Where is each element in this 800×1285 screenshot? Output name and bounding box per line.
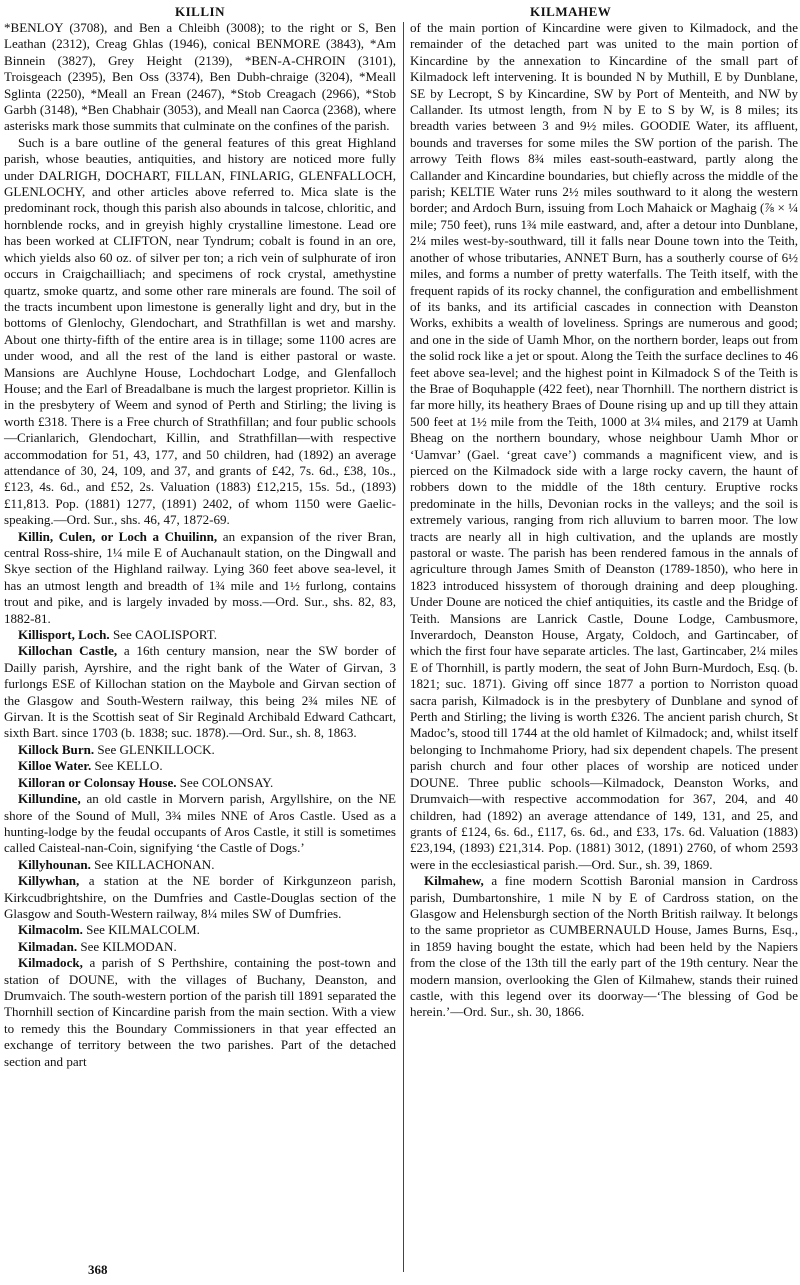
entry-killyhounan: Killyhounan. See KILLACHONAN. xyxy=(18,856,215,872)
entry-paragraph: *BENLOY (3708), and Ben a Chleibh (3008); to the right or S, Ben Leathan (2312), Creag Ghlas (1946), conical BENMORE (3843), *Am Binnein (3827), Grey Height (2139), *BEN-A-CHROIN (3101), Troisgeach (2395), Ben Oss (3374), Ben Dubh-chraige (3204), *Meall Sglinta (2250), *Meall an Frean (2467), *Stob Creagach (2966), *Stob Garbh (3148), *Ben Chabhair (3053), and Meall nan Caorca (2368), where asterisks mark those summits that culminate on the confines of the parish. xyxy=(4,20,396,134)
right-column xyxy=(410,20,798,1021)
entry-killywhan: Killywhan, a station at the NE border of Kirkgunzeon parish, Kirkcudbrightshire, on the Dumfries and Castle-Douglas section of the Glasgow and South-Western railway, 8¼ miles SW of Dumfries. xyxy=(4,873,396,921)
entry-killisport: Killisport, Loch. See CAOLISPORT. xyxy=(18,627,218,643)
entry-paragraph: Such is a bare outline of the general features of this great Highland parish, whose beauties, antiquities, and history are noticed more fully under DALRIGH, DOCHART, FILLAN, FINLARIG, GLENFALLOCH, GLENLOCHY, and other articles above referred to. Mica slate is the predominant rock, though this parish also abounds in talcose, chloritic, and hornblende rocks, and in greyish highly crystalline limestone. Lead ore has been worked at CLIFTON, near Tyndrum; cobalt is found in an ore, which yields also 60 oz. of silver per ton; a rich vein of sulphurate of iron occurs in Craigchailliach; and specimens of rock crystal, amethystine quartz, smoke quartz, and some other rare minerals are found. The soil of the tracts incumbent upon limestone is generally light and dry, but in the bottoms of Glenlochy, Glendochart, and Strathfillan is wet and marshy. About one thirty-fifth of the entire area is in tillage; some 1100 acres are under wood, and all the rest of the land is either pastoral or waste. Mansions are Auchlyne House, Lochdochart Lodge, and Glenfalloch House; and the Earl of Breadalbane is much the largest proprietor. Killin is in the presbytery of Weem and synod of Perth and Stirling; the living is worth £318. There is a Free church of Strathfillan; and four public schools—Crianlarich, Glendochart, Killin, and Strathfillan—with respective accommodation for 51, 43, 177, and 50 children, had (1892) an average attendance of 30, 24, 109, and 37, and grants of £42, 7s. 6d., £38, 10s., £123, 4s. 6d., and £52, 2s. Valuation (1883) £12,215, 15s. 5d., (1893) £11,813. Pop. (1881) 1277, (1891) 2402, of whom 1150 were Gaelic-speaking.—Ord. Sur., shs. 46, 47, 1872-69. xyxy=(4,134,396,528)
entry-kilmadock-continued: of the main portion of Kincardine were given to Kilmadock, and the remainder of the detached part was united to the main portion of Kincardine by the annexation to Kincardine of the small part of Kilmadock left intervening. It is bounded N by Muthill, E by Dunblane, SE by Lecropt, S by Kincardine, SW by Port of Menteith, and NW by Callander. Its utmost length, from N by E to S by W, is 8 miles; its breadth varies between 3 and 9½ miles. GOODIE Water, its affluent, bounds and traverses for some miles the SW portion of the parish. The arrowy Teith flows 8¾ miles east-south-eastward, partly along the Callander and Kincardine boundaries, but chiefly across the middle of the parish; KELTIE Water runs 2½ miles southward to it along the western border; and Ardoch Burn, issuing from Loch Mahaick or Maghaig (⅞ × ¼ mile; 750 feet), runs 1¾ mile eastward, and, after a detour into Dunblane, 2¼ miles west-by-southward, till it falls near Doune town into the Teith, another of whose tributaries, ANNET Burn, has a southerly course of 6½ miles, and forms a number of pretty waterfalls. The Teith itself, with the frequent rapids of its rocky channel, the configuration and embellishment of its banks, and its artificial cascades in connection with Deanston Works, exhibits a wealth of loveliness. Springs are numerous and good; and one in the side of Uamh Mhor, on the northern border, leaps out from the solid rock like a jet or spout. Along the Teith the surface declines to 46 feet above sea-level; and the highest point in Kilmadock S of the Teith is the Brae of Boquhapple (422 feet), near Thornhill. The northern district is far more hilly, its heathery Braes of Doune rising up and up till they attain 500 feet at 1½ mile from the Teith, 1000 at 3¼ miles, and 2179 at Uamh Bheag on the northern boundary, whose neighbour Uamh Mhor or ‘Uamvar’ (Gael. ‘great cave’) commands a magnificent view, and is pierced on the Kilmadock side with a large rocky cavern, the haunt of robbers down to the middle of the 18th century. Eruptive rocks predominate in the hills, Devonian rocks in the valleys; and the soil is extremely various, ranging from rich alluvium to barren moor. The low tracts are nearly all in high cultivation, and the uplands are mostly pastoral or waste. The parish has been rendered famous in the annals of agriculture through James Smith of Deanston (1789-1850), who here in 1823 introduced hissystem of thorough draining and deep ploughing. Under Doune are noticed the chief antiquities, its castle and the Bridge of Teith. Mansions are Lanrick Castle, Doune Lodge, Cambusmore, Inverardoch, Deanston House, Argaty, Coldoch, and Gartincaber, of which the first four have separate articles. The last, Gartincaber, 2¼ miles E of Thornhill, is partly modern, the seat of John Burn-Murdoch, Esq. (b. 1821; suc. 1871). Giving off since 1877 a portion to Norriston quoad sacra parish, Kilmadock is in the presbytery of Dunblane and synod of Perth and Stirling; the living is worth £326. The ancient parish church, St Madoc’s, stood till 1744 at the old hamlet of Kilmadock; and, whilst itself belonging to Inchmahome Priory, had six dependent chapels. The present parish church and four other places of worship are noticed under DOUNE. Three public schools—Kilmadock, Deanston Works, and Drumvaich—with respective accommodation for 367, 204, and 40 children, had (1892) an average attendance of 149, 131, and 25, and grants of £124, 6s. 6d., £117, 6s. 6d., and £33, 17s. 6d. Valuation (1883) £23,194, (1893) £21,314. Pop. (1881) 3012, (1891) 2760, of whom 2593 were in the ecclesiastical parish.—Ord. Sur., sh. 39, 1869. xyxy=(410,20,798,872)
entry-kilmadock: Kilmadock, a parish of S Perthshire, containing the post-town and station of DOUNE, with the villages of Buchany, Deanston, and Drumvaich. The south-western portion of the parish till 1891 separated the Thornhill section of Kincardine parish from the main section. With a view to remedy this the Boundary Commissioners in that year effected an exchange of territory between the two parishes. Part of the detached section and part xyxy=(4,955,396,1069)
entry-killoe-water: Killoe Water. See KELLO. xyxy=(18,758,163,774)
entry-killundine: Killundine, an old castle in Morvern parish, Argyllshire, on the NE shore of the Sound of Mull, 3¾ miles NNE of Aros Castle. Used as a hunting-lodge by the feudal occupants of Aros Castle, it still is sometimes called Caisteal-nan-Coin, signifying ‘the Castle of Dogs.’ xyxy=(4,791,396,856)
entry-killin-culen: Killin, Culen, or Loch a Chuilinn, an expansion of the river Bran, central Ross-shire, 1¼ mile E of Auchanault station, on the Dingwall and Skye section of the Highland railway. Lying 360 feet above sea-level, it has an utmost length and breadth of 1¾ mile and 1½ furlong, contains trout and pike, and is largely invaded by moss.—Ord. Sur., shs. 82, 83, 1882-81. xyxy=(4,528,396,626)
entry-killoran: Killoran or Colonsay House. See COLONSAY. xyxy=(18,774,274,790)
running-header-left: KILLIN xyxy=(175,4,225,19)
column-divider xyxy=(403,22,404,1272)
entry-kilmadan: Kilmadan. See KILMODAN. xyxy=(18,938,177,954)
entry-kilmacolm: Kilmacolm. See KILMALCOLM. xyxy=(18,922,200,938)
entry-kilmahew: Kilmahew, a fine modern Scottish Baronial mansion in Cardross parish, Dumbartonshire, 1 mile N by E of Cardross station, on the Glasgow and Helensburgh section of the North British railway. It belongs to the same proprietor as CUMBERNAULD House, James Burns, Esq., in 1859 having bought the estate, which had been held by the Napiers from the close of the 13th till the early part of the 19th century. Near the modern mansion, overlooking the Glen of Kilmahew, stands their ruined castle, with this legend over its doorway—‘The blessing of God be herein.’—Ord. Sur., sh. 30, 1866. xyxy=(410,873,798,1020)
left-column xyxy=(4,20,396,1070)
entry-killochan-castle: Killochan Castle, a 16th century mansion, near the SW border of Dailly parish, Ayrshire, and the right bank of the Water of Girvan, 3 furlongs ESE of Killochan station on the Maybole and Girvan section of the Glasgow and South-Western railway, this being 2¾ miles NE of Girvan. It is the Scottish seat of Sir Reginald Archibald Edward Cathcart, sixth Bart. since 1703 (b. 1838; suc. 1878).—Ord. Sur., sh. 8, 1863. xyxy=(4,643,396,741)
page-number: 368 xyxy=(88,1262,108,1277)
running-header-right: KILMAHEW xyxy=(530,4,612,19)
entry-killock-burn: Killock Burn. See GLENKILLOCK. xyxy=(18,741,215,757)
